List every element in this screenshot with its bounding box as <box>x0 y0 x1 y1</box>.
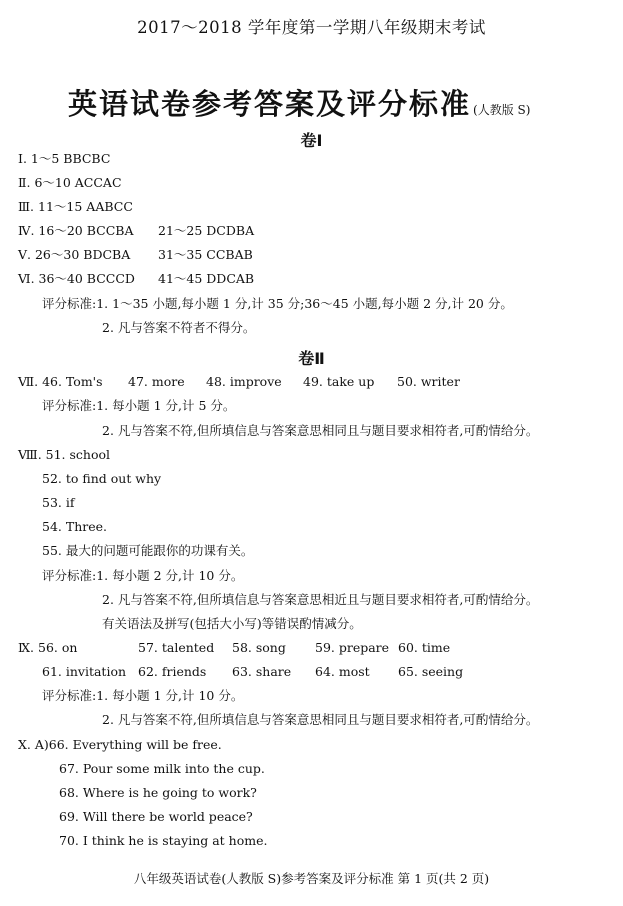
answer-item: 60. time <box>398 640 451 655</box>
page-footer: 八年级英语试卷(人教版 S)参考答案及评分标准 第 1 页(共 2 页) <box>133 871 490 886</box>
answer-item: 58. song <box>232 640 286 655</box>
answer-line-5a: Ⅴ. 26～30 BDCBA <box>18 247 131 262</box>
scoring-note: 2. 凡与答案不符,但所填信息与答案意思相同且与题目要求相符者,可酌情给分。 <box>102 423 539 438</box>
answer-item: 68. Where is he going to work? <box>59 785 257 800</box>
answer-line-1: Ⅰ. 1～5 BBCBC <box>18 151 111 166</box>
answer-line-2: Ⅱ. 6～10 ACCAC <box>18 175 122 190</box>
answer-item: 64. most <box>315 664 370 679</box>
volume-1-heading: 卷Ⅰ <box>300 131 323 150</box>
answer-item: 67. Pour some milk into the cup. <box>59 761 265 776</box>
answer-item: 61. invitation <box>42 664 127 679</box>
volume-2-heading: 卷Ⅱ <box>298 349 325 368</box>
edition-label: (人教版 S) <box>473 103 531 117</box>
answer-item: 49. take up <box>303 374 375 389</box>
answer-item: Ⅸ. 56. on <box>18 640 78 655</box>
answer-line-3: Ⅲ. 11～15 AABCC <box>18 199 133 214</box>
answer-line-4b: 21～25 DCDBA <box>158 223 255 238</box>
answer-item: 48. improve <box>206 374 282 389</box>
answer-line-6a: Ⅵ. 36～40 BCCCD <box>18 271 135 286</box>
answer-item: 62. friends <box>138 664 207 679</box>
answer-item: Ⅷ. 51. school <box>18 447 111 462</box>
exam-title: 2017～2018 学年度第一学期八年级期末考试 <box>137 18 486 37</box>
answer-item: 70. I think he is staying at home. <box>59 833 268 848</box>
answer-item: Ⅶ. 46. Tom's <box>18 374 103 389</box>
answer-item: 50. writer <box>397 374 460 389</box>
answer-item: 59. prepare <box>315 640 390 655</box>
scoring-note: 2. 凡与答案不符,但所填信息与答案意思相近且与题目要求相符者,可酌情给分。 <box>102 592 539 607</box>
answer-item: 63. share <box>232 664 292 679</box>
scoring-note: 评分标准:1. 每小题 2 分,计 10 分。 <box>42 568 244 583</box>
answer-line-4a: Ⅳ. 16～20 BCCBA <box>18 223 134 238</box>
answer-item: 52. to find out why <box>42 471 162 486</box>
scoring-note: 有关语法及拼写(包括大小写)等错误酌情减分。 <box>102 616 362 631</box>
answer-item: 54. Three. <box>42 519 107 534</box>
answer-item: 65. seeing <box>398 664 464 679</box>
answer-item: 69. Will there be world peace? <box>59 809 253 824</box>
scoring-note: 2. 凡与答案不符,但所填信息与答案意思相同且与题目要求相符者,可酌情给分。 <box>102 712 539 727</box>
answer-key-title: 英语试卷参考答案及评分标准 <box>68 87 472 121</box>
answer-item: 47. more <box>128 374 185 389</box>
scoring-note: 评分标准:1. 每小题 1 分,计 5 分。 <box>42 398 236 413</box>
answer-item: 55. 最大的问题可能跟你的功课有关。 <box>42 543 254 558</box>
answer-item: 57. talented <box>138 640 215 655</box>
answer-line-6b: 41～45 DDCAB <box>158 271 255 286</box>
document-title <box>68 82 530 123</box>
answer-line-5b: 31～35 CCBAB <box>158 247 253 262</box>
scoring-note: 2. 凡与答案不符者不得分。 <box>102 320 256 335</box>
answer-item: 53. if <box>42 495 75 510</box>
answer-item: Ⅹ. A)66. Everything will be free. <box>18 737 222 752</box>
scoring-note: 评分标准:1. 1～35 小题,每小题 1 分,计 35 分;36～45 小题,每小题 2 分,计 20 分。 <box>42 296 513 311</box>
scoring-note: 评分标准:1. 每小题 1 分,计 10 分。 <box>42 688 244 703</box>
